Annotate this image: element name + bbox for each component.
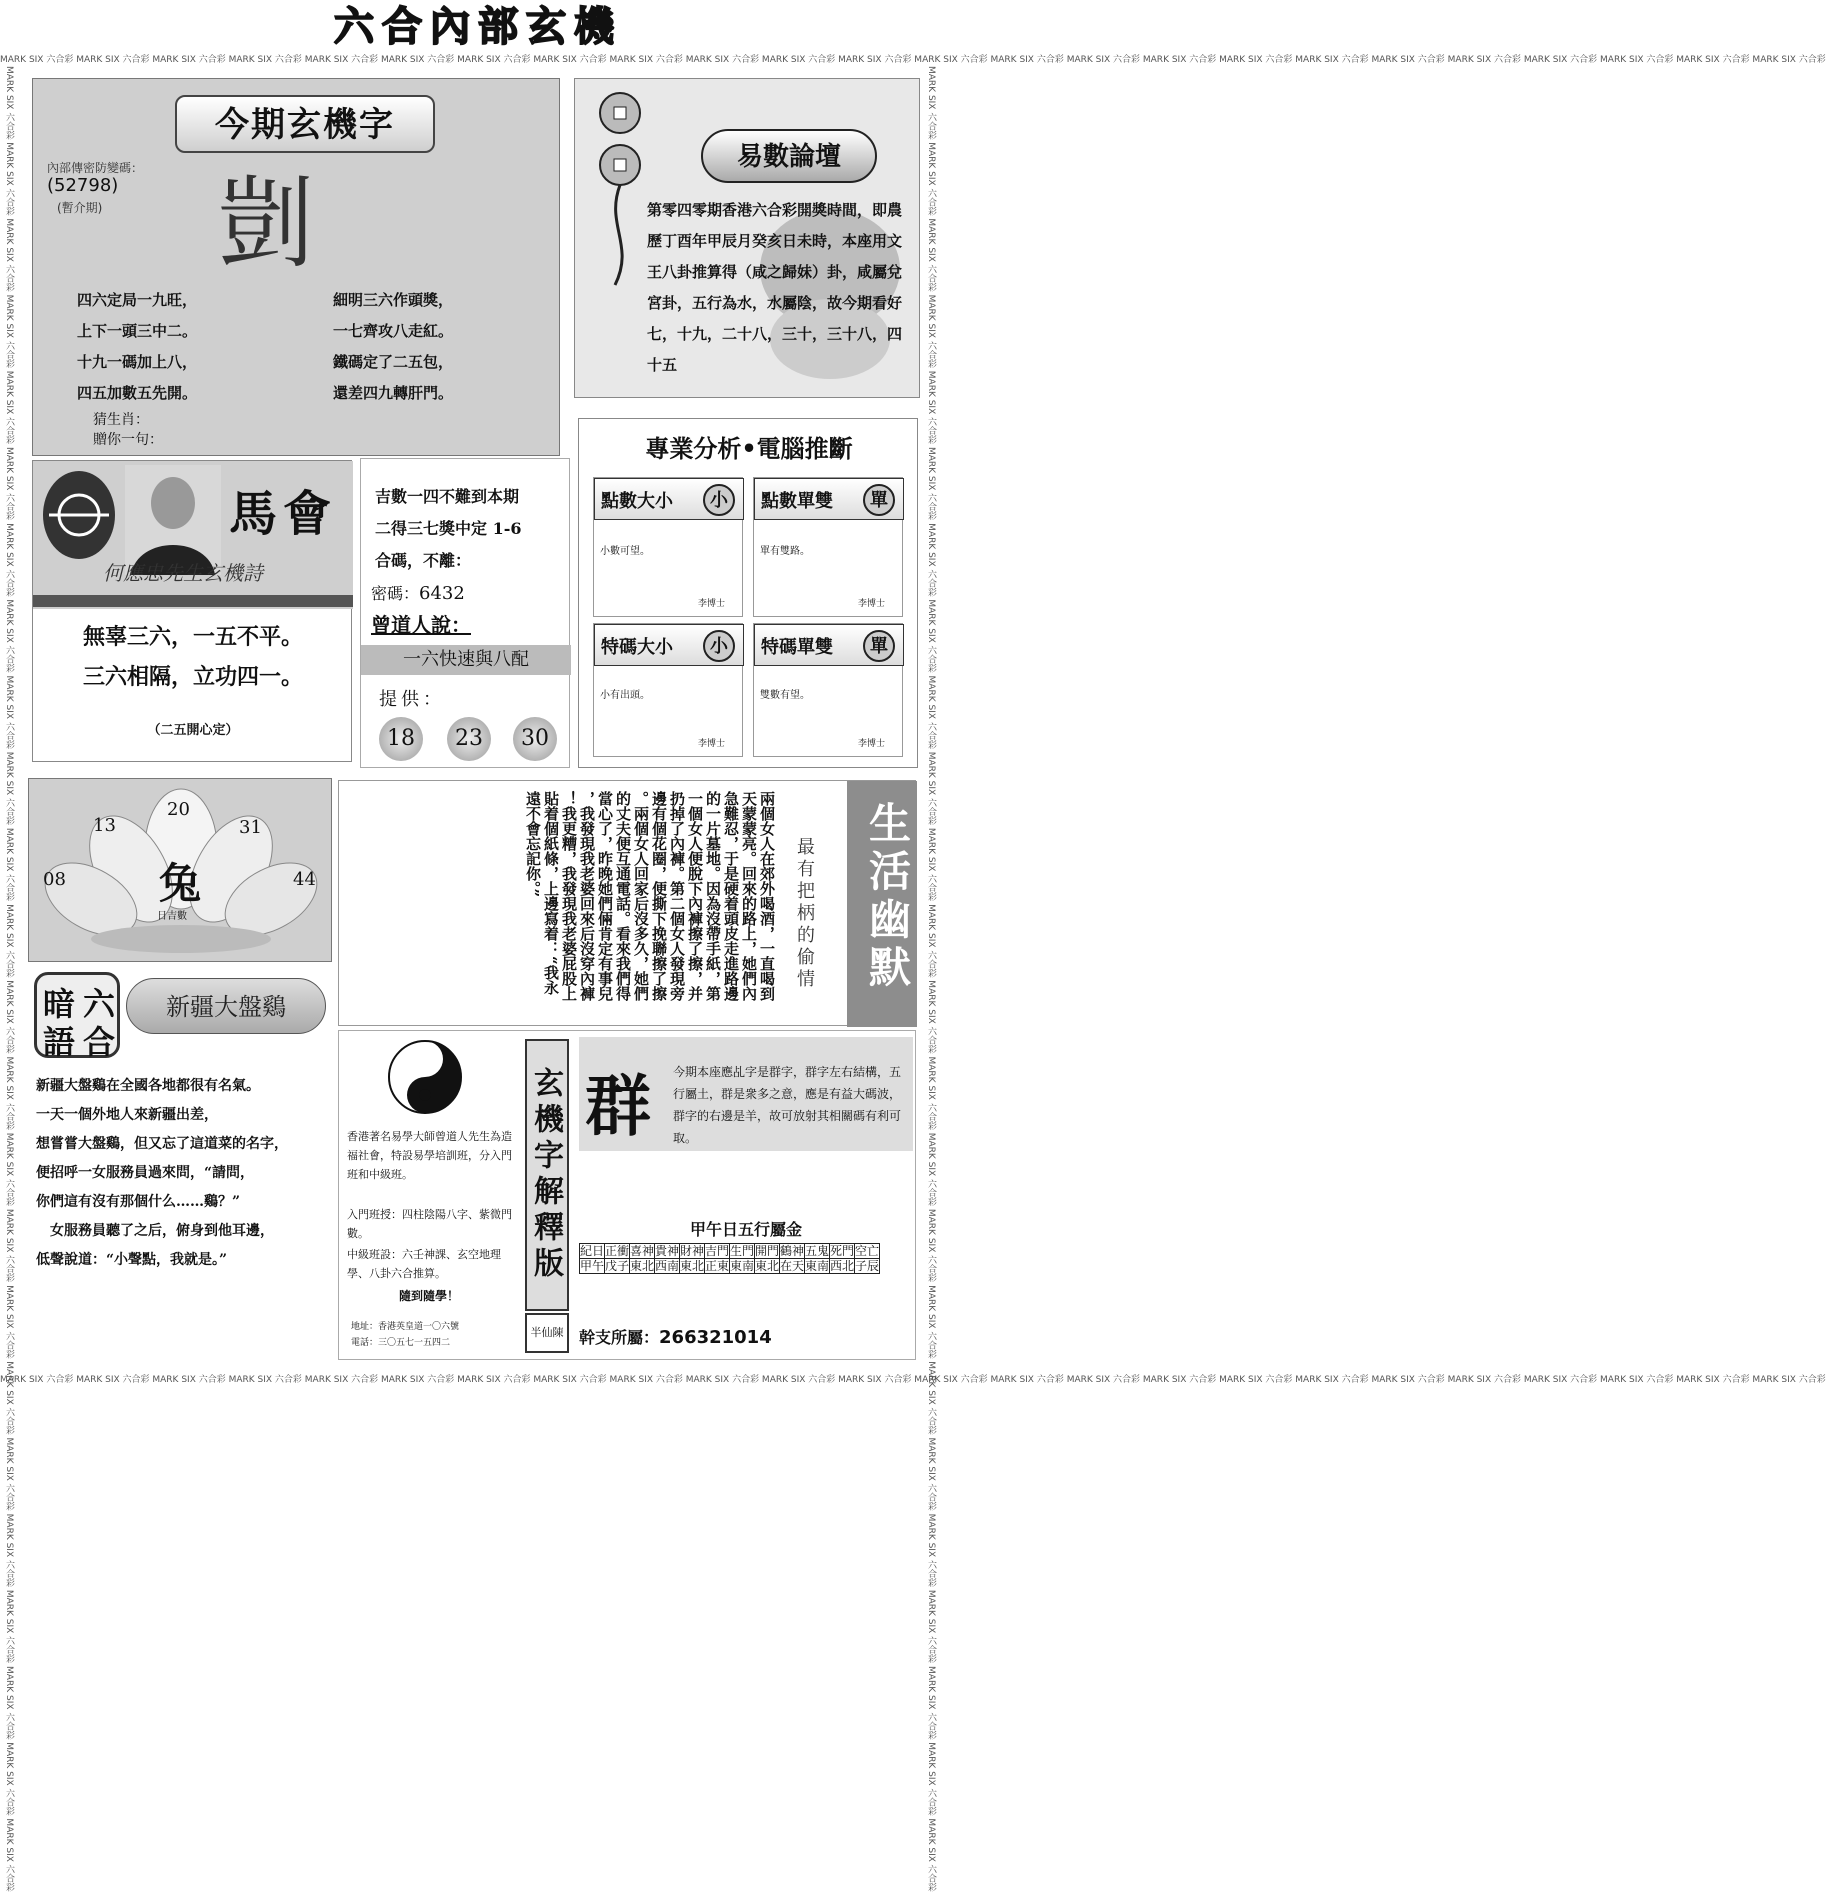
luck-code-label: 密碼：: [371, 584, 420, 603]
poem-line: 四五加數五先開。: [77, 384, 198, 402]
horse-subtitle: 何應忠先生玄機詩: [103, 561, 263, 585]
explain-title: 玄機字解釋版: [525, 1039, 569, 1311]
bottom-watermark-strip: [0, 1372, 1826, 1386]
table-cell: 東南: [730, 1259, 755, 1273]
table-cell: 戊子: [605, 1259, 630, 1273]
right-watermark-strip: [924, 66, 938, 1892]
table-cell: 財神: [680, 1244, 705, 1258]
lucky-number-ball: 18: [379, 717, 423, 761]
watermark-text: MARK SIX 六合彩 MARK SIX 六合彩 MARK SIX 六合彩 MARK SIX 六合彩 MARK SIX 六合彩 MARK SIX 六合彩 MARK SIX 六合彩 MARK SIX 六合彩 MARK SIX 六合彩 MARK SIX 六合彩 MARK SIX 六合彩 MARK SIX 六合彩 MARK SIX 六合彩 MARK SIX 六合彩 MARK SIX 六合彩 MARK SIX 六合彩 MARK SIX 六合彩 MARK SIX 六合彩 MARK SIX 六合彩 MARK SIX 六合彩 MARK SIX 六合彩 MARK SIX 六合彩 MARK SIX 六合彩 MARK SIX 六合彩: [926, 66, 936, 1892]
flower-panel: [28, 778, 332, 962]
horse-title: 馬會: [229, 486, 338, 542]
branch-value: 266321014: [659, 1327, 772, 1348]
humor-column: 遠不會忘記你。”: [524, 791, 542, 898]
humor-column: 邊有個花圈，便撕下挽聯擦了擦: [650, 791, 668, 1001]
humor-title-band: [847, 781, 917, 1027]
watermark-text: MARK SIX 六合彩 MARK SIX 六合彩 MARK SIX 六合彩 MARK SIX 六合彩 MARK SIX 六合彩 MARK SIX 六合彩 MARK SIX 六合彩 MARK SIX 六合彩 MARK SIX 六合彩 MARK SIX 六合彩 MARK SIX 六合彩 MARK SIX 六合彩 MARK SIX 六合彩 MARK SIX 六合彩 MARK SIX 六合彩 MARK SIX 六合彩 MARK SIX 六合彩 MARK SIX 六合彩 MARK SIX 六合彩 MARK SIX 六合彩 MARK SIX 六合彩 MARK SIX 六合彩 MARK SIX 六合彩 MARK SIX 六合彩: [0, 1375, 1826, 1385]
luck-code-row: [371, 581, 465, 604]
table-title: 甲午日五行屬金: [689, 1220, 802, 1239]
watermark-text: MARK SIX 六合彩 MARK SIX 六合彩 MARK SIX 六合彩 MARK SIX 六合彩 MARK SIX 六合彩 MARK SIX 六合彩 MARK SIX 六合彩 MARK SIX 六合彩 MARK SIX 六合彩 MARK SIX 六合彩 MARK SIX 六合彩 MARK SIX 六合彩 MARK SIX 六合彩 MARK SIX 六合彩 MARK SIX 六合彩 MARK SIX 六合彩 MARK SIX 六合彩 MARK SIX 六合彩 MARK SIX 六合彩 MARK SIX 六合彩 MARK SIX 六合彩 MARK SIX 六合彩 MARK SIX 六合彩 MARK SIX 六合彩: [4, 66, 14, 1892]
humor-column: 當心了，昨晚她們倆肯定有事兒: [596, 791, 614, 1001]
humor-column: ，我發現我老婆回來后沒穿內褲: [578, 791, 596, 1001]
humor-title: 生活幽默: [863, 801, 912, 993]
flower-number: 44: [293, 869, 316, 890]
poem-line: 十九一碼加上八，: [77, 353, 198, 371]
luck-lines: [375, 481, 521, 577]
daoren-label: 曾道人說：: [371, 613, 471, 637]
yishu-panel: [574, 78, 920, 398]
explain-body: 今期本座應乩字是群字，群字左右結構，五行屬土，群是衆多之意，應是有益大碼波，群字的右邊是羊，故可放射其相關碼有利可取。: [673, 1065, 902, 1145]
humor-columns: [355, 791, 775, 1013]
card-header: [754, 624, 904, 666]
gift-label: 贈你一句：: [93, 432, 163, 448]
humor-column: 兩個女人在郊外喝酒，一直喝到: [758, 791, 776, 1001]
humor-column: 的丈夫便互通電話。看來我們得: [614, 791, 632, 1001]
table-cell: 紀日: [580, 1244, 605, 1258]
card-author: 李博士: [698, 599, 726, 609]
riddle-title: 新疆大盤鷄: [166, 993, 286, 1021]
card-author: 李博士: [858, 599, 886, 609]
table-cell: 西南: [655, 1259, 680, 1273]
analysis-title: 專業分析•電腦推斷: [645, 434, 853, 463]
luck-line: 二得三七獎中定 1-6: [375, 519, 522, 538]
horse-poem-line: 無辜三六，一五不平。: [82, 624, 303, 650]
left-watermark-strip: [2, 66, 16, 1892]
humor-panel: [338, 780, 916, 1026]
card-header: [594, 624, 744, 666]
poem-line: 四六定局一九旺，: [77, 291, 198, 309]
humor-column: 的一片墓地。因為沒帶手紙，第: [704, 791, 722, 1001]
master-intro: 香港著名易學大師曾道人先生為造福社會，特設易學培訓班，分入門班和中級班。: [347, 1130, 512, 1181]
humor-column: ！我更糟，我發現我老婆屁股上: [560, 791, 578, 1001]
top-watermark-strip: [0, 52, 1826, 66]
table-cell: 子辰: [855, 1259, 880, 1273]
horse-emblem-icon: [39, 469, 119, 561]
xuanji-panel: [32, 78, 560, 456]
flower-number: 08: [43, 869, 66, 890]
riddle-title-box: [126, 978, 326, 1034]
yishu-title: 易數論壇: [736, 142, 841, 172]
analysis-card: [593, 477, 743, 617]
yishu-title-box: [701, 129, 877, 183]
poem-line: 鐵碼定了二五包，: [333, 353, 454, 371]
master-welcome: 隨到隨學！: [399, 1289, 460, 1303]
card-badge: 單: [863, 630, 895, 662]
table-cell: 空亡: [855, 1244, 880, 1258]
flower-caption: 日吉數: [157, 911, 187, 922]
luck-panel: [360, 458, 570, 768]
card-text: 單有雙路。: [760, 546, 810, 557]
lucky-number-ball: 23: [447, 717, 491, 761]
coin-string-icon: [585, 85, 655, 285]
master-phone: 電話：三〇五七一五四二: [351, 1338, 451, 1348]
card-badge: 小: [703, 630, 735, 662]
card-title: 特碼單雙: [761, 637, 833, 658]
card-title: 特碼大小: [601, 637, 673, 658]
table-cell: 吉門: [705, 1244, 730, 1258]
code-value: (52798): [47, 175, 119, 196]
flower-number: 31: [239, 817, 262, 838]
luck-code: 6432: [419, 583, 465, 604]
horse-panel: [32, 460, 352, 762]
provide-label: 提供：: [379, 689, 445, 710]
riddle-line: 你們這有沒有那個什么……鷄？”: [36, 1194, 241, 1210]
poem-left: [77, 285, 197, 409]
poem-line: 細明三六作頭獎，: [333, 291, 454, 309]
poem-line: 上下一頭三中二。: [77, 322, 198, 340]
horse-poem: [33, 617, 353, 697]
card-author: 李博士: [858, 739, 886, 749]
luck-slogan: 一六快速與八配: [361, 645, 571, 675]
watermark-text: MARK SIX 六合彩 MARK SIX 六合彩 MARK SIX 六合彩 MARK SIX 六合彩 MARK SIX 六合彩 MARK SIX 六合彩 MARK SIX 六合彩 MARK SIX 六合彩 MARK SIX 六合彩 MARK SIX 六合彩 MARK SIX 六合彩 MARK SIX 六合彩 MARK SIX 六合彩 MARK SIX 六合彩 MARK SIX 六合彩 MARK SIX 六合彩 MARK SIX 六合彩 MARK SIX 六合彩 MARK SIX 六合彩 MARK SIX 六合彩 MARK SIX 六合彩 MARK SIX 六合彩 MARK SIX 六合彩 MARK SIX 六合彩: [0, 55, 1826, 65]
five-element-table: [579, 1243, 880, 1274]
riddle-line: 女服務員聽了之后，俯身到他耳邊，: [36, 1223, 274, 1239]
table-cell: 開門: [755, 1244, 780, 1258]
xuanji-heading: 今期玄機字: [215, 105, 395, 145]
poem-line: 一七齊攻八走紅。: [333, 322, 454, 340]
humor-subtitle: 最有把柄的偷情: [794, 837, 815, 991]
riddle-panel: [28, 968, 334, 1358]
code-label: 內部傳密防變碼：: [47, 161, 144, 175]
humor-column: 急難忍，于是硬着頭皮走進路邊: [722, 791, 740, 1001]
humor-column: 貼着個紙條，上邊寫着：“我永: [542, 791, 560, 995]
riddle-badge-char: 暗: [43, 985, 76, 1023]
table-cell: 甲午: [580, 1259, 605, 1273]
card-text: 小有出頭。: [600, 690, 650, 701]
master-address: 地址：香港英皇道一〇六號: [351, 1322, 460, 1332]
horse-poem-line: 三六相隔，立功四一。: [82, 664, 303, 690]
table-cell: 東北: [680, 1259, 705, 1273]
issue-note: (暫介期): [57, 201, 103, 215]
table-cell: 東南: [805, 1259, 830, 1273]
guess-label: 猜生肖：: [93, 412, 149, 428]
card-text: 雙數有望。: [760, 690, 810, 701]
branch-label: 幹支所屬：: [579, 1328, 660, 1347]
master-entry: 入門班授：四柱陰陽八字、紫微門數。: [347, 1208, 512, 1240]
lucky-number-ball: 30: [513, 717, 557, 761]
horse-divider: [33, 595, 353, 607]
riddle-line: 低聲說道：“小聲點，我就是。”: [36, 1252, 228, 1268]
riddle-line: 想嘗嘗大盤鷄，但又忘了這道菜的名字，: [36, 1136, 288, 1152]
explain-seal: 半仙陳: [525, 1313, 569, 1353]
card-badge: 單: [863, 484, 895, 516]
analysis-card: [753, 623, 903, 757]
humor-column: 一個女人便脫下內褲擦了擦，并: [686, 791, 704, 1001]
card-text: 小數可望。: [600, 546, 650, 557]
riddle-line: 一天一個外地人來新疆出差，: [36, 1107, 218, 1123]
table-cell: 貴神: [655, 1244, 680, 1258]
masthead-title: 六合內部玄機: [334, 3, 622, 50]
poem-right: [333, 285, 453, 409]
riddle-badge: [34, 972, 120, 1061]
poem-line: 還差四九轉肝門。: [333, 384, 454, 402]
riddle-line: 新疆大盤鷄在全國各地都很有名氣。: [36, 1078, 260, 1094]
branch-row: [579, 1325, 772, 1348]
card-author: 李博士: [698, 739, 726, 749]
yishu-body: 第零四零期香港六合彩開獎時間，即農歷丁酉年甲辰月癸亥日未時，本座用文王八卦推算得（咸之歸妹）卦，咸屬兌宮卦，五行為水，水屬陰，故今期看好七，十九，二十八，三十，三十八，四十五: [647, 201, 903, 374]
riddle-badge-char: 語: [43, 1023, 76, 1061]
explain-big-char: 群: [585, 1067, 651, 1145]
card-title: 點數大小: [601, 491, 673, 512]
master-mid: 中級班設：六壬神課、玄空地理學、八卦六合推算。: [347, 1248, 501, 1280]
horse-note: （二五開心定）: [147, 723, 239, 738]
xuanji-big-char: 剴: [217, 165, 317, 282]
card-badge: 小: [703, 484, 735, 516]
analysis-card: [593, 623, 743, 757]
table-cell: 東北: [755, 1259, 780, 1273]
xuanji-heading-box: [175, 95, 435, 153]
humor-column: 扔掉了內褲。第二個女人發現旁: [668, 791, 686, 1001]
riddle-badge-char: 六: [83, 985, 116, 1023]
table-cell: 正東: [705, 1259, 730, 1273]
flower-number: 20: [167, 799, 190, 820]
riddle-line: 便招呼一女服務員過來問，“請問，: [36, 1165, 255, 1181]
luck-line: 合碼，不離：: [375, 551, 472, 570]
flower-zodiac: 兔: [159, 859, 202, 908]
card-header: [594, 478, 744, 520]
luck-line: 吉數一四不難到本期: [375, 487, 520, 506]
table-cell: 西北: [830, 1259, 855, 1273]
table-cell: 東北: [630, 1259, 655, 1273]
explain-panel: [338, 1030, 916, 1360]
card-title: 點數單雙: [761, 491, 833, 512]
table-cell: 生門: [730, 1244, 755, 1258]
table-cell: 在天: [780, 1259, 805, 1273]
humor-column: 。兩個女人回家后沒多久，她們: [632, 791, 650, 1001]
table-cell: 喜神: [630, 1244, 655, 1258]
table-cell: 鶴神: [780, 1244, 805, 1258]
analysis-panel: [578, 418, 918, 768]
table-cell: 五鬼: [805, 1244, 830, 1258]
flower-number: 13: [93, 815, 116, 836]
riddle-badge-char: 合: [83, 1023, 116, 1061]
riddle-body: [36, 1072, 332, 1275]
yin-yang-icon: [387, 1039, 463, 1115]
analysis-card: [753, 477, 903, 617]
card-header: [754, 478, 904, 520]
masthead: [268, 4, 688, 50]
table-cell: 正衝: [605, 1244, 630, 1258]
table-cell: 死門: [830, 1244, 855, 1258]
humor-column: 天蒙蒙亮。回來的路上，她們內: [740, 791, 758, 1001]
